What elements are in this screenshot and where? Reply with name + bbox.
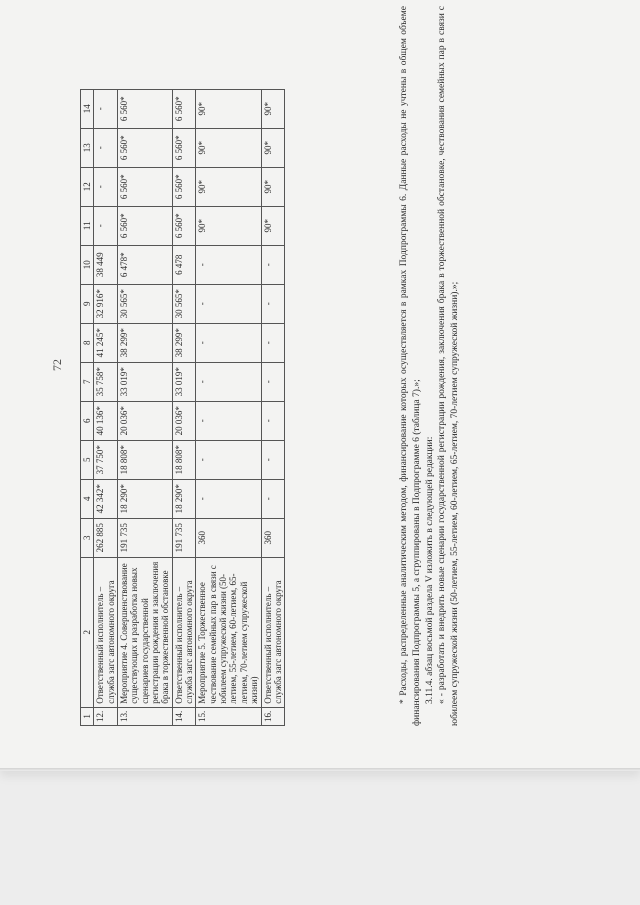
column-header: 12 <box>81 167 94 206</box>
value-cell: 35 758* <box>94 362 118 401</box>
value-cell: 33 019* <box>172 362 196 401</box>
value-cell: 33 019* <box>118 362 173 401</box>
value-cell: - <box>196 440 261 479</box>
table-row <box>172 89 196 725</box>
value-cell: - <box>261 440 285 479</box>
value-cell: - <box>196 401 261 440</box>
value-cell: 90* <box>196 206 261 245</box>
row-description: Мероприятие 4. Совершенствование существующих и разработка новых сценариев государственной регистрации рождения и заключения брака в торжественной обстановке <box>118 557 173 707</box>
scan-edge <box>0 768 640 771</box>
value-cell: 41 245* <box>94 323 118 362</box>
value-cell: 38 299* <box>118 323 173 362</box>
column-header: 9 <box>81 284 94 323</box>
row-number: 12. <box>94 707 118 725</box>
value-cell: 90* <box>196 128 261 167</box>
table-row <box>261 89 285 725</box>
notes <box>398 6 462 726</box>
value-cell: 6 560* <box>118 128 173 167</box>
value-cell: 6 560* <box>118 206 173 245</box>
value-cell: - <box>261 323 285 362</box>
value-cell: - <box>261 362 285 401</box>
value-cell: 6 478 <box>172 245 196 284</box>
row-number: 14. <box>172 707 196 725</box>
value-cell: 20 036* <box>172 401 196 440</box>
value-cell: 90* <box>261 128 285 167</box>
value-cell: 30 565* <box>172 284 196 323</box>
value-cell: 20 036* <box>118 401 173 440</box>
row-number: 13. <box>118 707 173 725</box>
value-cell: 18 808* <box>172 440 196 479</box>
amendment-item: 3.11.4. абзац восьмой раздела V изложить в следующей редакции: <box>424 436 435 704</box>
value-cell: - <box>94 128 118 167</box>
value-cell: 18 808* <box>118 440 173 479</box>
row-description: Мероприятие 5. Торжественное чествование семейных пар в связи с юбилеем супружеской жизни (50-летием, 55-летием, 60-летием, 65-летием, 70-летием супружеской жизни) <box>196 557 261 707</box>
value-cell: 18 290* <box>118 479 173 518</box>
row-number: 16. <box>261 707 285 725</box>
value-cell: 360 <box>196 518 261 557</box>
value-cell: 6 478* <box>118 245 173 284</box>
value-cell: - <box>196 245 261 284</box>
value-cell: - <box>261 401 285 440</box>
value-cell: 90* <box>196 167 261 206</box>
column-header: 11 <box>81 206 94 245</box>
value-cell: - <box>94 167 118 206</box>
column-header: 14 <box>81 89 94 128</box>
value-cell: 90* <box>196 89 261 128</box>
column-header: 4 <box>81 479 94 518</box>
column-header: 2 <box>81 557 94 707</box>
value-cell: 32 916* <box>94 284 118 323</box>
value-cell: - <box>261 479 285 518</box>
row-description: Ответственный исполнитель – служба загс автономного округа <box>172 557 196 707</box>
value-cell: - <box>261 284 285 323</box>
column-header: 3 <box>81 518 94 557</box>
column-header: 8 <box>81 323 94 362</box>
value-cell: - <box>94 206 118 245</box>
column-header: 13 <box>81 128 94 167</box>
value-cell: 6 560* <box>118 167 173 206</box>
value-cell: 360 <box>261 518 285 557</box>
value-cell: 90* <box>261 206 285 245</box>
value-cell: 38 449 <box>94 245 118 284</box>
value-cell: 6 560* <box>172 89 196 128</box>
budget-table <box>80 89 285 726</box>
column-header: 6 <box>81 401 94 440</box>
value-cell: 6 560* <box>172 206 196 245</box>
value-cell: 37 750* <box>94 440 118 479</box>
value-cell: 6 560* <box>172 167 196 206</box>
value-cell: 191 735 <box>172 518 196 557</box>
value-cell: 90* <box>261 167 285 206</box>
amendment-quote: « - разработать и внедрить новые сценарии государственной регистрации рождения, заключения брака в торжественной обстановке, чествования семейных пар в связи с юбилеем супружеской жизни (50-летием, 55-летием, 60-летием, 65-летием, 70-летием супружеской жизни).»; <box>437 6 461 726</box>
row-number: 15. <box>196 707 261 725</box>
column-header: 10 <box>81 245 94 284</box>
value-cell: - <box>196 479 261 518</box>
row-description: Ответственный исполнитель – служба загс автономного округа <box>94 557 118 707</box>
value-cell: - <box>196 323 261 362</box>
column-header: 1 <box>81 707 94 725</box>
value-cell: 30 565* <box>118 284 173 323</box>
value-cell: 6 560* <box>172 128 196 167</box>
value-cell: - <box>196 284 261 323</box>
table-row <box>196 89 261 725</box>
table-row <box>94 89 118 725</box>
value-cell: 18 290* <box>172 479 196 518</box>
value-cell: - <box>94 89 118 128</box>
value-cell: - <box>196 362 261 401</box>
value-cell: - <box>261 245 285 284</box>
value-cell: 40 136* <box>94 401 118 440</box>
table-row <box>118 89 173 725</box>
value-cell: 6 560* <box>118 89 173 128</box>
value-cell: 42 342* <box>94 479 118 518</box>
row-description: Ответственный исполнитель – служба загс автономного округа <box>261 557 285 707</box>
value-cell: 90* <box>261 89 285 128</box>
page-number: 72 <box>50 359 64 371</box>
rotated-content <box>50 0 540 730</box>
value-cell: 38 299* <box>172 323 196 362</box>
footnote-text: * Расходы, распределенные аналитическим методом, финансирование которых осуществляется в рамках Подпрограммы 6. Данные расходы не учтены в общем объеме финансирования Подпрограммы 5, а сгруппированы в Подпрограмме 6 (таблица 7).»; <box>399 6 422 726</box>
value-cell: 191 735 <box>118 518 173 557</box>
column-header: 7 <box>81 362 94 401</box>
column-header: 5 <box>81 440 94 479</box>
header-row <box>81 89 94 725</box>
value-cell: 262 885 <box>94 518 118 557</box>
